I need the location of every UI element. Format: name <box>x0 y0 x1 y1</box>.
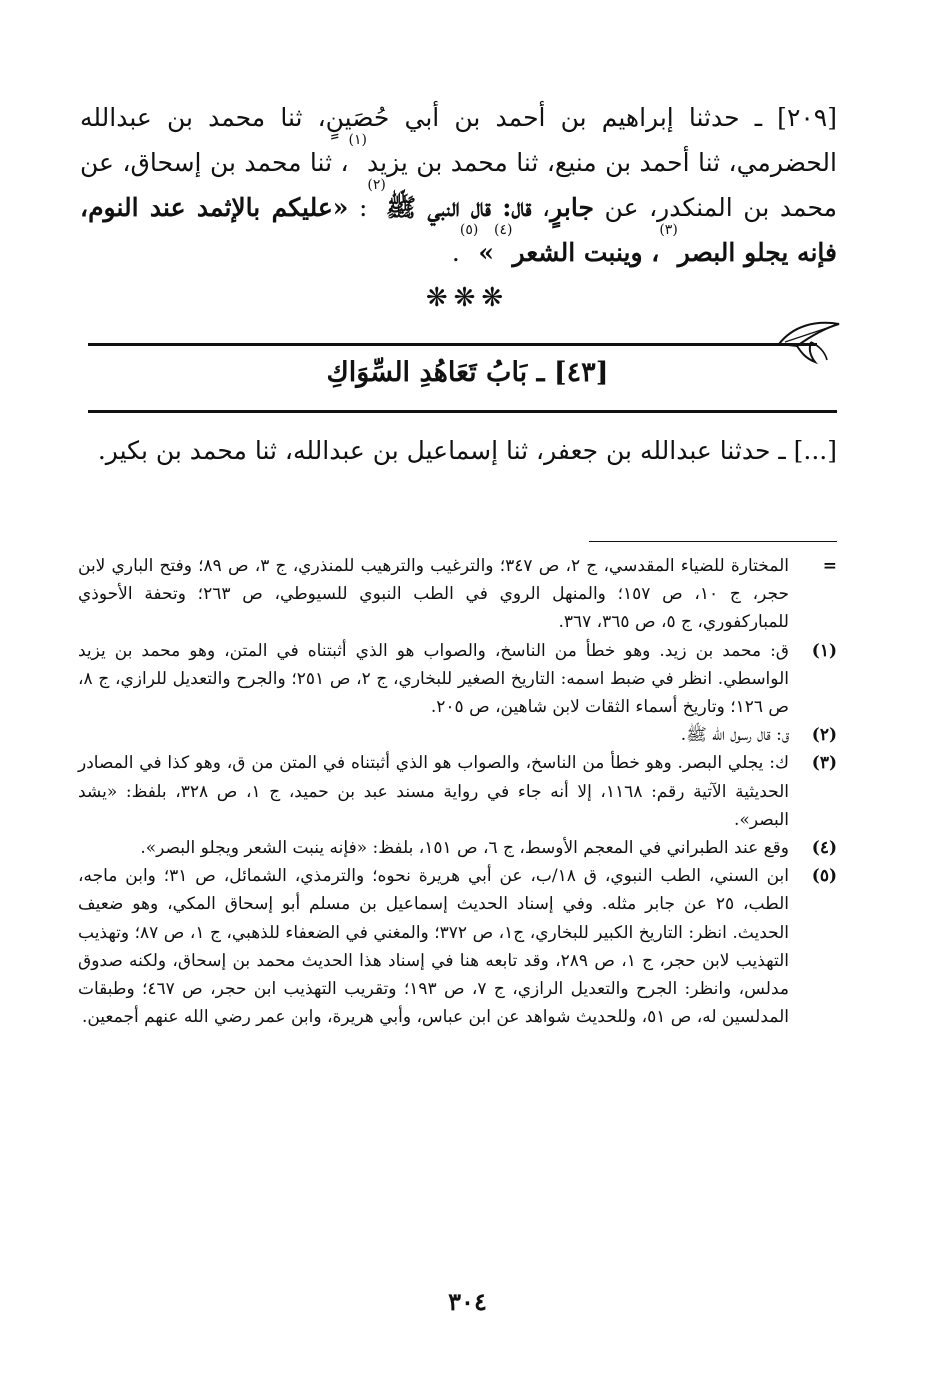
footnote-ref-2: (٢) <box>367 177 386 193</box>
chapter-top-rule <box>88 343 817 346</box>
footnote-item <box>78 637 837 722</box>
hadith-text: : <box>348 193 368 222</box>
hadith-text: ، <box>531 193 551 222</box>
footnote-item <box>78 834 837 862</box>
footnote-ref-1: (١) <box>348 132 368 148</box>
footnote-item <box>78 552 837 637</box>
hadith-text: . <box>451 238 460 267</box>
hadith-text: ، ثنا محمد بن إسحاق، عن محمد بن المنكدر، عن <box>80 148 838 222</box>
footnote-text: وقع عند الطبراني في المعجم الأوسط، ج ٦، ص ١٥١، بلفظ: «فإنه ينبت الشعر ويجلو البصر». <box>140 838 789 859</box>
hadith-text: ـ حدثنا إبراهيم بن أحمد بن أبي حُصَينٍ، ثنا محمد بن عبدالله الحضرمي، ثنا أحمد بن منيع، ثنا محمد بن يزيد <box>80 103 837 177</box>
chapter-bottom-rule <box>88 410 837 413</box>
footnote-text: المختارة للضياء المقدسي، ج ٢، ص ٣٤٧؛ والترغيب والترهيب للمنذري، ج ٣، ص ٨٩؛ وفتح الباري لابن حجر، ج ١٠، ص ١٥٧؛ والمنهل الروي في الطب النبوي للسيوطي، ص ٢٦٣؛ وتحفة الأحوذي للمباركفوري، ج ٥، ص ٣٦٥، ٣٦٧. <box>78 556 789 633</box>
footnote-ref-3: (٣) <box>659 222 678 238</box>
footnote-mark: (٤) <box>811 838 837 859</box>
footnotes <box>78 552 837 1031</box>
footnote-separator <box>589 541 837 542</box>
footnote-item <box>78 862 837 1031</box>
page-number: ٣٠٤ <box>448 1287 487 1316</box>
footnote-mark: (١) <box>811 640 837 661</box>
footnote-item <box>78 721 837 749</box>
footnote-mark: (٣) <box>811 753 837 774</box>
footnote-item <box>78 749 837 834</box>
section-separator-stars: ❋❋❋ <box>425 283 510 313</box>
footnote-text: ك: يجلي البصر. وهو خطأ من الناسخ، والصواب هو الذي أثبتناه في المتن من ق، وهو كذا في المصادر الحديثية الآتية رقم: ١١٦٨، إلا أنه جاء في رواية مسند عبد بن حميد، ج ١، ص ٣٢٨، بلفظ: «يشد البصر». <box>78 753 789 830</box>
footnote-mark: (٢) <box>811 725 837 746</box>
hadith-next-paragraph: [...] ـ حدثنا عبدالله بن جعفر، ثنا إسماعيل بن عبدالله، ثنا محمد بن بكير. <box>97 436 837 465</box>
footnote-ref-4: (٤) <box>493 222 513 238</box>
hadith-quote: «عليكم بالإثمد عند النوم، فإنه يجلو البصر <box>80 193 837 267</box>
footnote-mark: (٥) <box>811 866 837 887</box>
hadith-quote: » <box>478 238 494 267</box>
narrator-name: جابرٍ <box>550 193 594 222</box>
footnote-mark: = <box>822 556 837 576</box>
footnote-text: ابن السني، الطب النبوي، ق ١٨/ب، عن أبي هريرة نحوه؛ والترمذي، الشمائل، ص ٣١؛ وابن ماجه، الطب، ٢٥ عن جابر مثله. وفي إسناد الحديث إسماعيل بن مسلم أبو إسحاق المكي، وهو ضعيف الحديث. انظر: التاريخ الكبير للبخاري، ج١، ص ٣٧٢؛ والمغني في الضعفاء للذهبي، ج ١، ص ٨٧؛ وتهذيب التهذيب لابن حجر، ج ١، ص ٢٨٩، وقد تابعه هنا في إسناد هذا الحديث محمد بن إسحاق، ولكنه صدوق مدلس، وانظر: الجرح والتعديل الرازي، ج ٧، ص ١٩٣؛ وتقريب التهذيب ابن حجر، ص ٤٦٧؛ وطبقات المدلسين له، ص ٥١، وللحديث شواهد عن ابن عباس، وأبي هريرة، وابن عمر رضي الله عنهم أجمعين. <box>78 866 789 1028</box>
hadith-209-paragraph <box>80 95 837 275</box>
footnote-ref-5: (٥) <box>459 222 479 238</box>
chapter-heading: [٤٣] ـ بَابُ تَعَاهُدِ السِّوَاكِ <box>326 357 609 388</box>
footnote-text: ق: قال رسول الله ﷺ. <box>680 725 789 746</box>
footnote-text: ق: محمد بن زيد. وهو خطأ من الناسخ، والصواب هو الذي أثبتناه في المتن، وهو محمد بن يزيد الواسطي. انظر في ضبط اسمه: التاريخ الصغير للبخاري، ج ٢، ص ٢٥١؛ والجرح والتعديل للرازي، ج ٨، ص ١٢٦؛ وتاريخ أسماء الثقات لابن شاهين، ص ٢٠٥. <box>78 640 789 718</box>
prophet-saying-intro: قال: قال النبي ﷺ <box>385 193 532 222</box>
hadith-number: [٢٠٩] <box>777 103 837 132</box>
hadith-quote: ، وينبت الشعر <box>512 238 660 267</box>
